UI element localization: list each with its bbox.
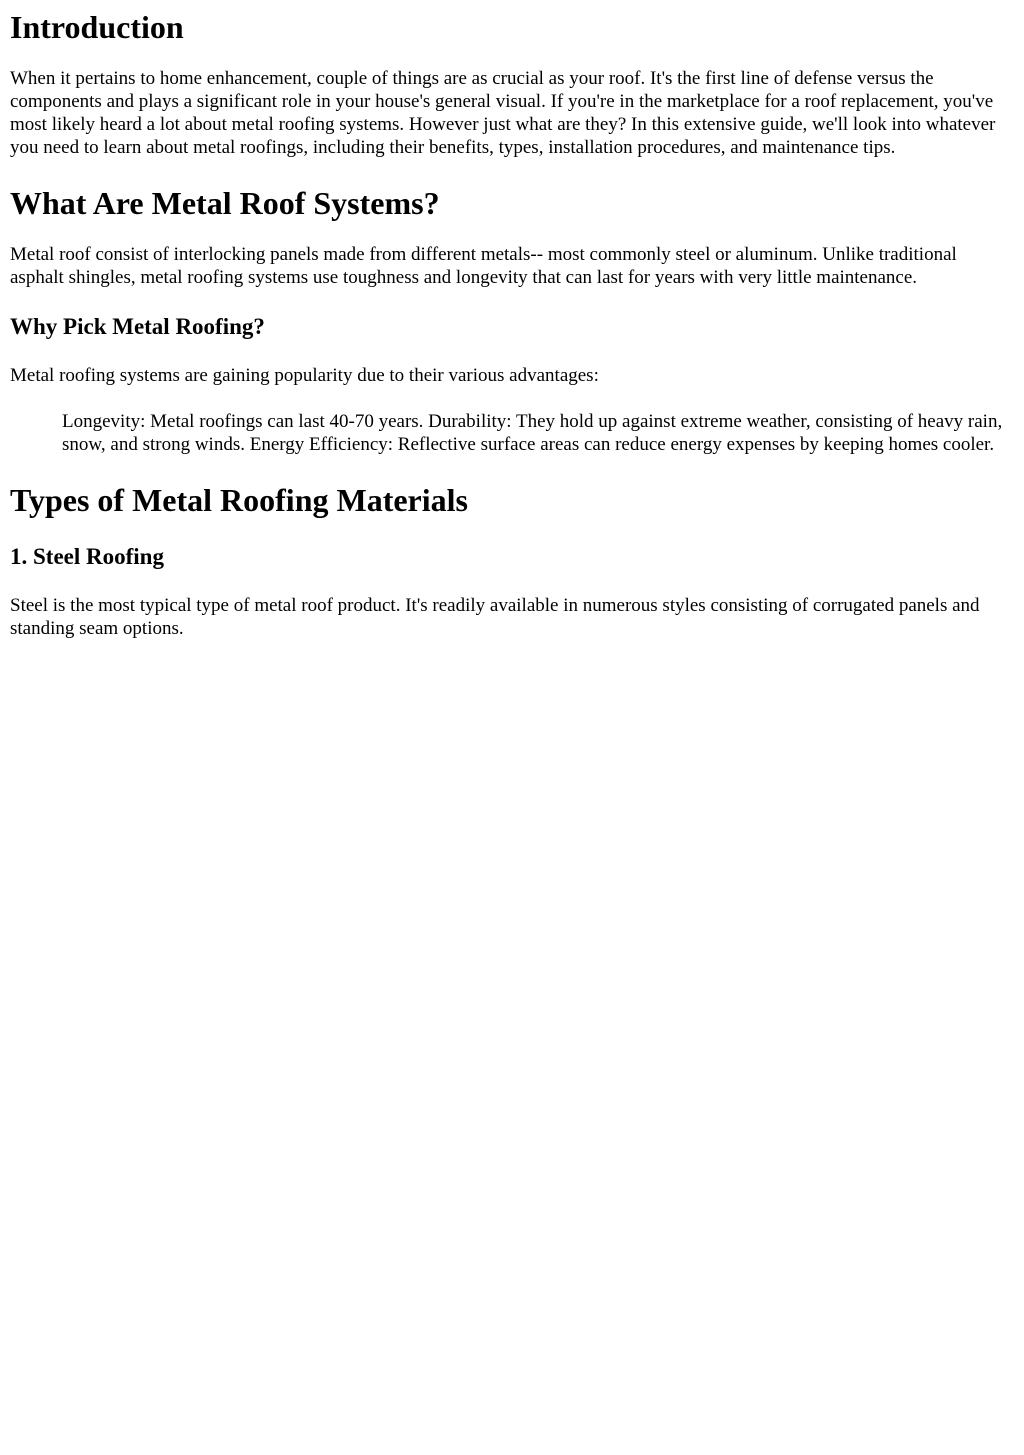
why-pick-metal-roofing-paragraph: Metal roofing systems are gaining popularity due to their various advantages: — [10, 365, 599, 386]
types-of-metal-roofing-heading: Types of Metal Roofing Materials — [10, 482, 468, 518]
advantages-blockquote: Longevity: Metal roofings can last 40-70 years. Durability: They hold up against extreme weather, consisting of heavy rain, snow, and strong winds. Energy Efficiency: Reflective surface areas can reduce energy expenses by keeping homes cooler. — [62, 411, 1003, 455]
introduction-paragraph: When it pertains to home enhancement, couple of things are as crucial as your roof. It's the first line of defense versus the components and plays a significant role in your house's general visual. If you're in the marketplace for a roof replacement, you've most likely heard a lot about metal roofing systems. However just what are they? In this extensive guide, we'll look into whatever you need to learn about metal roofings, including their benefits, types, installation procedures, and maintenance tips. — [10, 68, 996, 158]
steel-roofing-paragraph: Steel is the most typical type of metal roof product. It's readily available in numerous styles consisting of corrugated panels and standing seam options. — [10, 595, 980, 639]
why-pick-metal-roofing-heading: Why Pick Metal Roofing? — [10, 314, 265, 339]
introduction-heading: Introduction — [10, 9, 184, 45]
what-are-metal-roof-systems-heading: What Are Metal Roof Systems? — [10, 185, 440, 221]
what-are-metal-roof-systems-paragraph: Metal roof consist of interlocking panels made from different metals-- most commonly steel or aluminum. Unlike traditional asphalt shingles, metal roofing systems use toughness and longevity that can last for years with very little maintenance. — [10, 244, 957, 288]
article — [10, 9, 1014, 640]
steel-roofing-heading: 1. Steel Roofing — [10, 544, 164, 569]
